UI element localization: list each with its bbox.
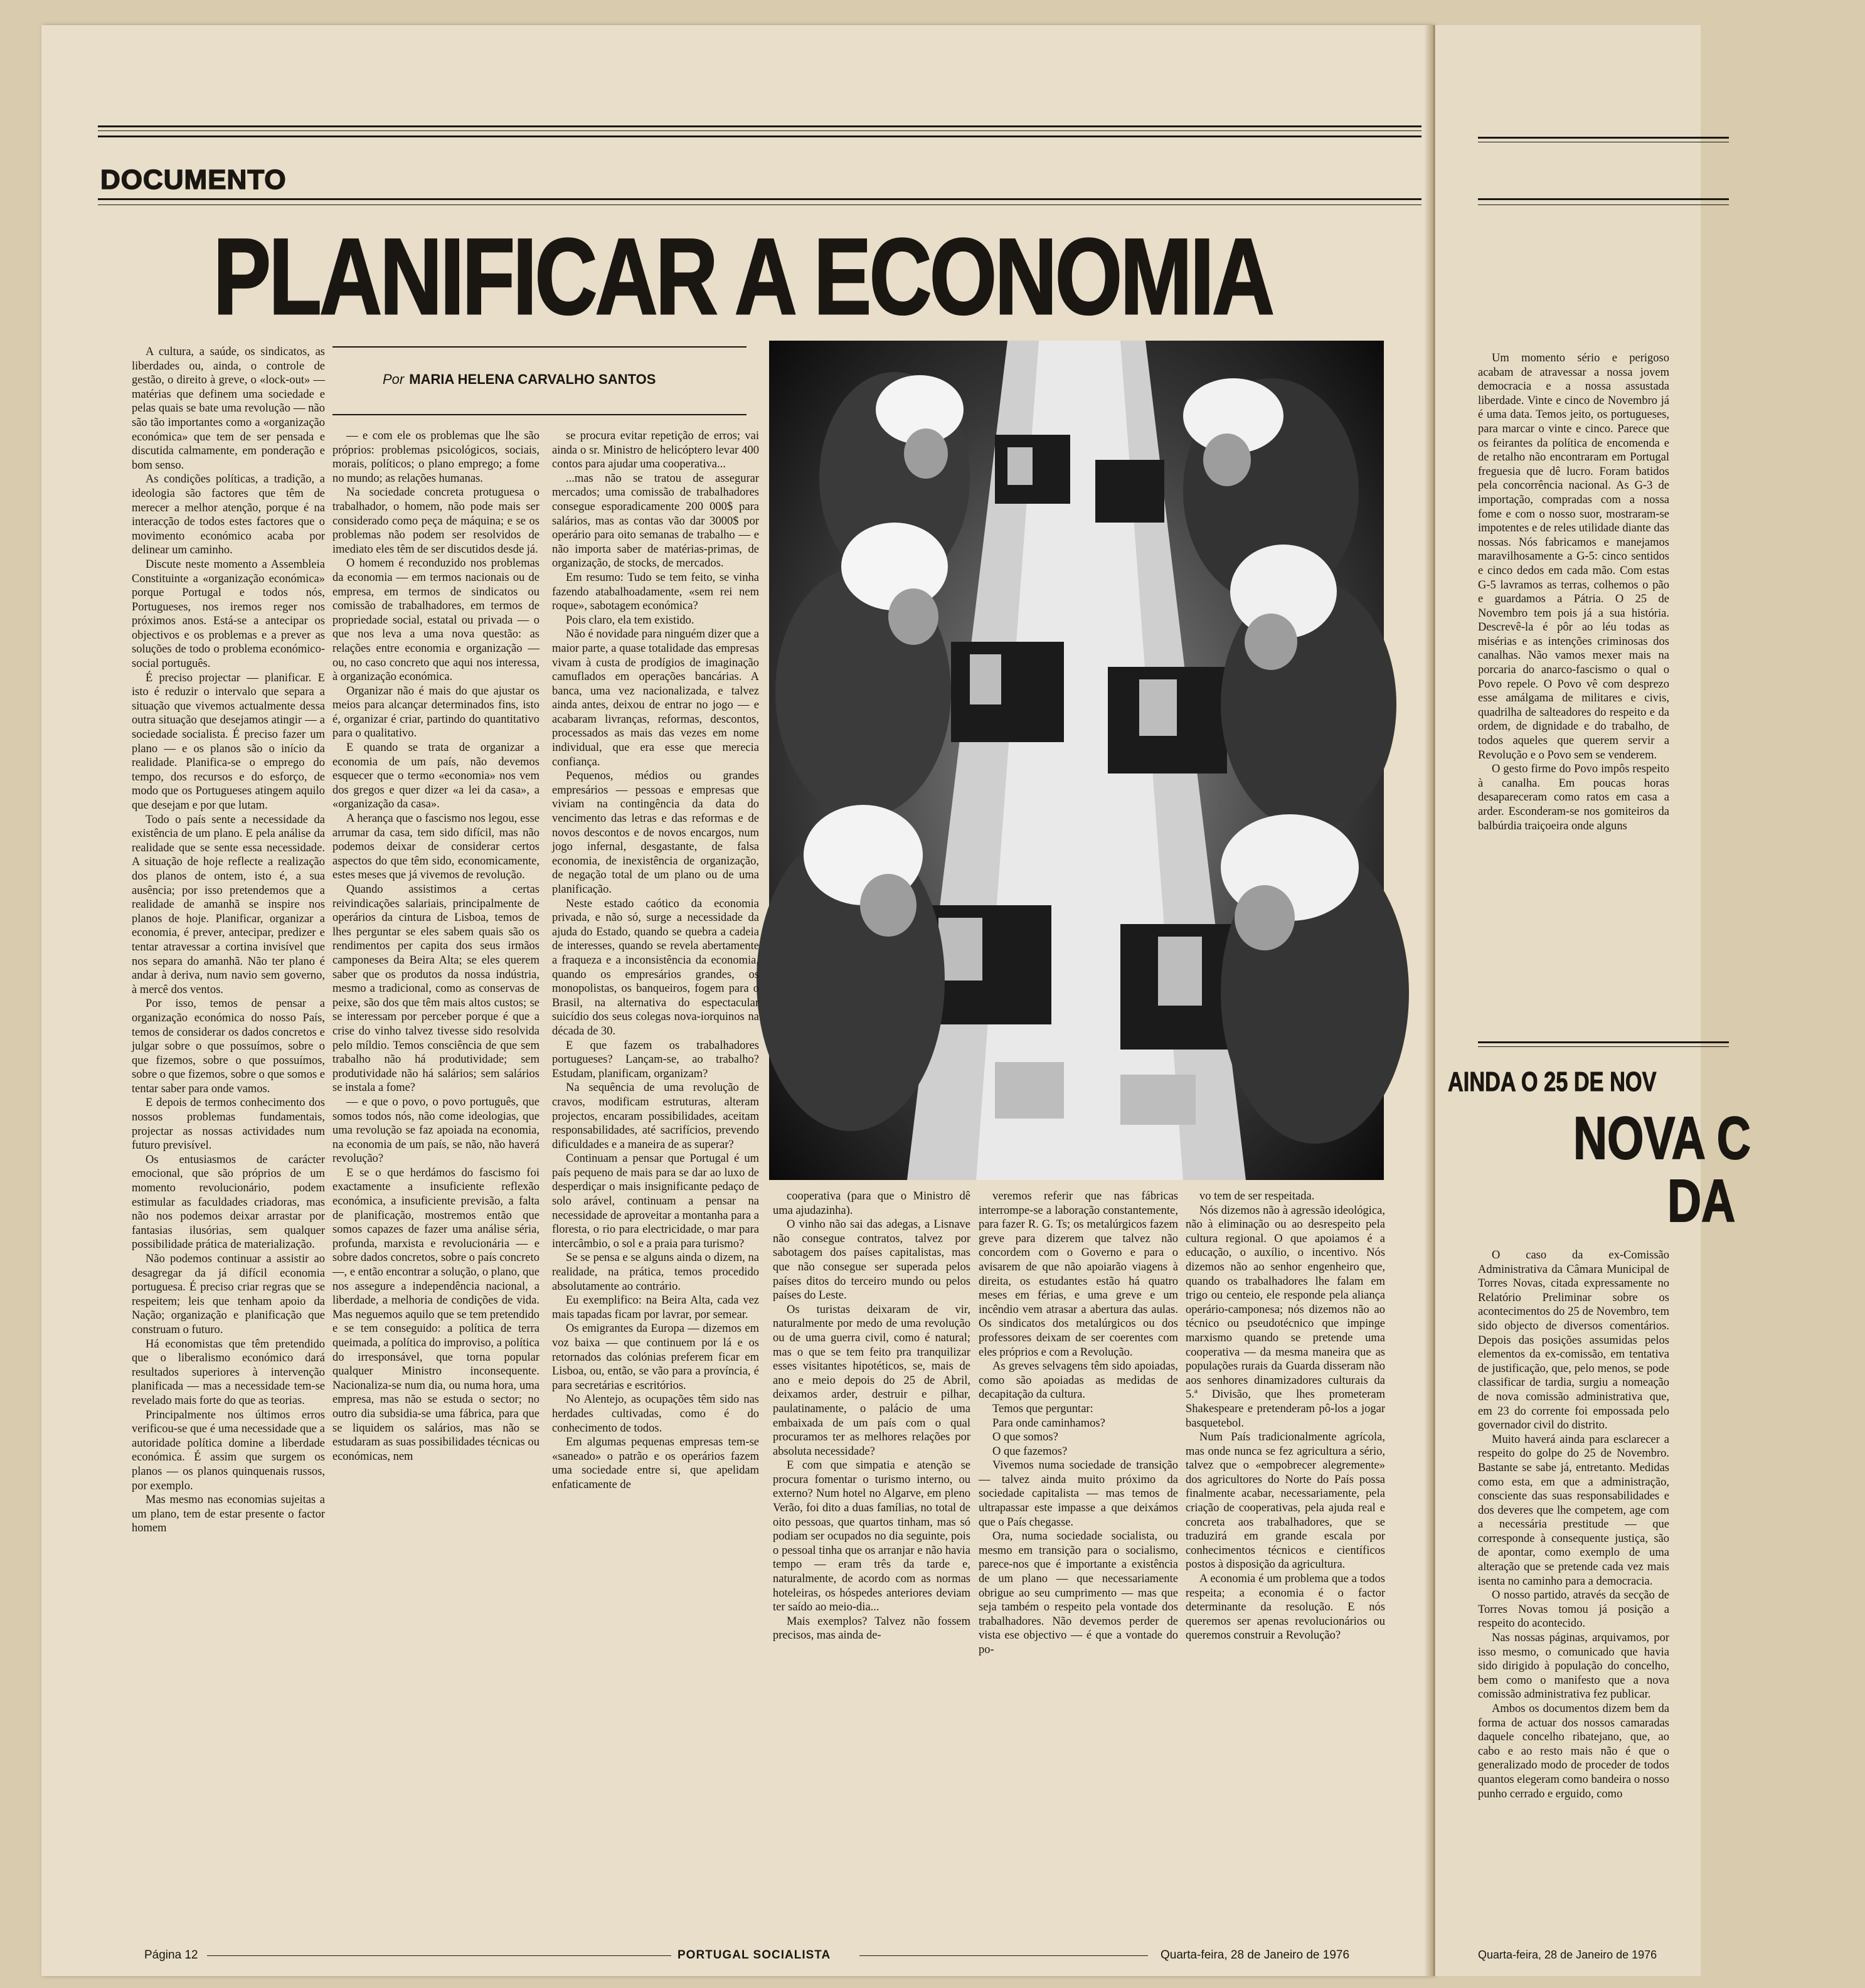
next-col2-para-4: Nas nossas páginas, arquivamos, por isso mesmo, o comunicado que havia sido dirigido à população do concelho, bem como o manifesto que a nova comissão administrativa fez publicar. <box>1478 1632 1669 1701</box>
article-col2-para-7: Quando assistimos a certas reivindicações salariais, principalmente de operários da cintura de Lisboa, temos de lhes perguntar se eles sabem quais são os rendimentos per capita dos seus irmãos camponeses da Beira Alta; se eles querem saber que os produtos da nossa indústria, mesmo a tradicional, como as conservas de peixe, são dos que têm mais altos custos; se se interessam por perceber porque é que a crise do vinho talvez tivesse sido resolvida pelo míldio. Temos consciência de que sem trabalho não há produtividade; sem produtividade não há salários; sem salários se instala a fome? <box>332 883 539 1095</box>
article-col4-para-4: E com que simpatia e atenção se procura fomentar o turismo interno, ou externo? Num hotel no Algarve, em pleno Verão, foi dito a duas famílias, no total de oito pessoas, que quartos tinham, mas só podiam ser ocupados no dia seguinte, pois o pessoal tinha que os arranjar e não havia tempo — eram três da tarde e, naturalmente, de acordo com as normas hoteleiras, os hóspedes anteriores deviam ter saído ao meio-dia... <box>773 1459 970 1614</box>
article-col6-para-2: Nós dizemos não à agressão ideológica, não à eliminação ou ao desrespeito pela cultura regional. O que apoiamos é a educação, o auxílio, o incentivo. Nós dizemos não ao senhor engenheiro que, quando os trabalhadores lhe falam em trigo ou centeio, ele responde pela aliança operário-camponesa; nós dizemos não ao técnico ou pseudotécnico que impinge marxismo quando se pretende uma cooperativa — da mesma maneira que as populações rurais da Guarda disseram não aos senhores dinamizadores culturais da 5.ª Divisão, que lhes prometeram Shakespeare e pretenderam pô-los a jogar basquetebol. <box>1186 1204 1385 1430</box>
article-col2-para-6: A herança que o fascismo nos legou, esse arrumar da casa, tem sido difícil, mas não podemos deixar de considerar certos aspectos do que têm sido, economicamente, estes meses que já vivemos de revolução. <box>332 812 539 882</box>
article-column-4 <box>773 1189 970 1932</box>
next-mid-rule-2 <box>1478 1046 1729 1047</box>
article-col1-para-3: Discute neste momento a Assembleia Constituinte a «organização económica» porque Portugal e todos nós, Portugueses, nos iremos reger nos próximos anos. Está-se a antecipar os objectivos e os problemas e a prever as soluções de todo o problema económico-social português. <box>132 558 325 671</box>
next-page-column-1 <box>1478 351 1669 1035</box>
article-col6-para-3: Num País tradicionalmente agrícola, mas onde nunca se fez agricultura a sério, talvez que o «empobrecer alegremente» dos agricultores do Norte do País possa finalmente acabar, necessariamente, pela criação de cooperativas, pela ajuda real e concreta aos trabalhadores, que se traduzirá em grande escala por conhecimentos técnicos e científicos postos à disposição da agricultura. <box>1186 1431 1385 1571</box>
article-col1-para-1: A cultura, a saúde, os sindicatos, as liberdades ou, ainda, o controle de gestão, o direito à greve, o «lock-out» — matérias que definem uma sociedade e pelas quais se bate uma revolução — não são tão importantes como a «organização económica» que tem de ser pensada e discutida calmamente, em ponderação e bom senso. <box>132 346 325 472</box>
next-page-kicker: AINDA O 25 DE NOV <box>1448 1066 1657 1097</box>
byline <box>383 371 656 388</box>
footer-date: Quarta-feira, 28 de Janeiro de 1976 <box>1161 1948 1350 1962</box>
article-col3-para-7: Neste estado caótico da economia privada, e não só, surge a necessidade da ajuda do Estado, quando se quebra a cadeia de interesses, quando se revela abertamente a fraqueza e a inconsistência da economia, quando os empresários grandes, os monopolistas, os banqueiros, fogem para o Brasil, na alternativa do espectacular suicídio dos seus colegas nova-iorquinos na década de 30. <box>552 897 759 1038</box>
article-col1-para-11: Principalmente nos últimos erros verificou-se que é uma necessidade que a autoridade política domine a liberdade económica. É assim que surgem os planos — os planos quinquenais russos, por exemplo. <box>132 1408 325 1492</box>
next-page-headline-2: DA <box>1667 1167 1736 1235</box>
next-page-column-2 <box>1478 1248 1669 1954</box>
article-col1-para-6: Por isso, temos de pensar a organização económica do nosso País, temos de considerar os dados concretos e julgar sobre o que possuímos, sobre o que fizemos, sobre o que possuímos, sobre o que fizemos, sobre o que somos e tentar saber para onde vamos. <box>132 997 325 1095</box>
top-rule-1 <box>98 125 1421 127</box>
article-col3-para-14: No Alentejo, as ocupações têm sido nas herdades cultivadas, como é do conhecimento de todos. <box>552 1393 759 1435</box>
byline-prefix: Por <box>383 371 405 387</box>
section-label: DOCUMENTO <box>100 164 287 195</box>
article-col4-para-5: Mais exemplos? Talvez não fossem precisos, mas ainda de- <box>773 1615 970 1642</box>
article-col3-para-3: Em resumo: Tudo se tem feito, se vinha fazendo atabalhoadamente, «sem rei nem roque», sabotagem económica? <box>552 571 759 613</box>
article-photo <box>769 341 1384 1180</box>
article-col5-para-3: Temos que perguntar: <box>992 1402 1093 1415</box>
article-col6-para-1: vo tem de ser respeitada. <box>1199 1190 1315 1203</box>
article-col3-para-13: Os emigrantes da Europa — dizemos em voz baixa — que continuem por lá e os retornados das colónias preferem ficar em Lisboa, ou, então, se vão para a província, é para secretárias e escritórios. <box>552 1322 759 1392</box>
article-col2-para-8: — e que o povo, o povo português, que somos todos nós, não come ideologias, que uma revolução se faz apoiada na economia, na economia de um país, se não, não haverá revolução? <box>332 1095 539 1166</box>
article-column-2 <box>332 429 539 1932</box>
article-col1-para-10: Há economistas que têm pretendido que o liberalismo económico dará resultados superiores à intervenção planificada — mas a necessidade tem-se revelado mais forte do que as teorias. <box>132 1337 325 1407</box>
article-col1-para-8: Os entusiasmos de carácter emocional, que são próprios de um momento revolucionário, podem estimular as faculdades criadoras, mas não nos podemos deixar arrastar por fantasias ilusórias, sem qualquer possibilidade prática de materialização. <box>132 1153 325 1252</box>
article-col3-para-6: Pequenos, médios ou grandes empresários — pessoas e empresas que viviam na contingência da data do vencimento das letras e das reformas e de novos descontos e de novos encargos, num jogo infernal, desgastante, de falsa economia, de inexistência de organização, de negação total de um plano ou de uma planificação. <box>552 770 759 896</box>
section-rule-1 <box>98 198 1421 200</box>
article-col2-para-9: E se o que herdámos do fascismo foi exactamente a insuficiente reflexão económica, a insuficiente previsão, a falta de planificação, mostremos então que somos capazes de fazer uma análise séria, profunda, marxista e revolucionária — e sobre dados concretos, sobre o país concreto —, e então encontrar a solução, o plano, que nos assegure a independência nacional, a liberdade, a melhoria de condições de vida. Mas neguemos aquilo que se tem pretendido e se tem conseguido: a política de terra queimada, a política do improviso, a política do irresponsável, que torna popular qualquer Ministro inconsequente. Nacionaliza-se num dia, ou numa hora, uma empresa, mas não se estuda o sector; no outro dia subsidia-se uma fábrica, para que se liquidem os salários, mas não se estudaram as suas possibilidades técnicas ou económicas, nem <box>332 1166 539 1463</box>
article-col2-para-4: Organizar não é mais do que ajustar os meios para alcançar determinados fins, isto é, organizar é criar, partindo do quantitativo para o qualitativo. <box>332 684 539 740</box>
article-col5-para-5: O que somos? <box>992 1431 1058 1444</box>
workers-photo-illustration <box>769 341 1384 1180</box>
footer-rule-right <box>859 1955 1148 1956</box>
article-col1-para-2: As condições políticas, a tradição, a ideologia são factores que têm de merecer a melhor atenção, porque é na interacção de todos estes factores que o movimento económico acaba por delinear um caminho. <box>132 473 325 557</box>
next-top-rule-1 <box>1478 137 1729 139</box>
article-col3-para-5: Não é novidade para ninguém dizer que a maior parte, a quase totalidade das empresas vivam à custa de prodígios de imaginação camuflados em operações bancárias. A banca, uma vez nacionalizada, e talvez ainda antes, deixou de entrar no jogo — e acabaram livranças, reformas, descontos, processados as mais das vezes em nome individual, que era esse que merecia confiança. <box>552 628 759 768</box>
next-col1-para-2: O gesto firme do Povo impôs respeito à canalha. Em poucas horas desapareceram como ratos em casa a arder. Esconderam-se nos gomiteiros da balbúrdia traiçoeira onde alguns <box>1478 763 1669 832</box>
article-col1-para-12: Mas mesmo nas economias sujeitas a um plano, tem de estar presente o factor homem <box>132 1494 325 1535</box>
article-col3-para-12: Eu exemplifico: na Beira Alta, cada vez mais tapadas ficam por lavrar, por semear. <box>552 1294 759 1321</box>
next-mid-rule-1 <box>1478 1041 1729 1043</box>
article-column-5 <box>979 1189 1178 1932</box>
article-col2-para-5: E quando se trata de organizar a economia de um país, não devemos esquecer que o termo «economia» nos vem dos gregos e quer dizer «a lei da casa», a «organização da casa». <box>332 742 539 811</box>
article-col1-para-9: Não podemos continuar a assistir ao desagregar da já difícil economia portuguesa. É preciso criar regras que se respeitem; leis que tenham apoio da Nação; organização e planificação que construam o futuro. <box>132 1253 325 1336</box>
article-col5-para-8: Ora, numa sociedade socialista, ou mesmo em transição para o socialismo, parece-nos que é importante a existência de um plano — que necessariamente obrigue ao seu cumprimento — mas que seja também o respeito pela vontade dos trabalhadores. Não devemos perder de vista ese objectivo — é que a vontade do po- <box>979 1530 1178 1656</box>
article-column-3 <box>552 429 759 1932</box>
article-column-6 <box>1186 1189 1385 1932</box>
next-col2-para-2: Muito haverá ainda para esclarecer a respeito do golpe do 25 de Novembro. Bastante se sabe já, entretanto. Medidas como esta, em que a administração, consciente das suas responsabilidades e dos deveres que lhe competem, age com a necessária prestitude — que corresponde à consequente justiça, são de apontar, como exemplo de uma alteração que se pretende cada vez mais isenta no caminho para a democracia. <box>1478 1433 1669 1588</box>
next-page-column-1b <box>1677 351 1865 1035</box>
article-col5-para-6: O que fazemos? <box>992 1445 1068 1458</box>
article-col2-para-3: O homem é reconduzido nos problemas da economia — em termos nacionais ou de empresa, em termos de sindicatos ou comissão de trabalhadores, em termos de propriedade social, estatal ou privada — o que nos leva a uma nova questão: as relações entre economia e organização — ou, no caso concreto que aqui nos interessa, à organização económica. <box>332 557 539 684</box>
article-col5-para-4: Para onde caminhamos? <box>992 1417 1105 1430</box>
footer-paper-name: PORTUGAL SOCIALISTA <box>677 1948 831 1962</box>
footer-rule-left <box>207 1955 671 1956</box>
next-page-headline-1: NOVA C <box>1573 1105 1751 1172</box>
article-col5-para-2: As greves selvagens têm sido apoiadas, como são apoiadas as medidas de decapitação da cultura. <box>979 1360 1178 1401</box>
article-col5-para-1: veremos referir que nas fábricas interrompe-se a laboração constantemente, para fazer R. G. Ts; os metalúrgicos fazem greve para dizerem que talvez não concordem com o Governo e para o avisarem de que não apoiarão viagens à direita, os estudantes estão há quatro meses em férias, e uma greve e um incêndio vem atrasar a abertura das aulas. Os sindicatos dos metalúrgicos ou dos professores deixam de ser coerentes com eles próprios e com a Revolução. <box>979 1190 1178 1359</box>
article-col3-para-15: Em algumas pequenas empresas tem-se «saneado» o patrão e os operários fazem uma sociedade entre si, que apelidam enfaticamente de <box>552 1436 759 1491</box>
top-rule-2 <box>98 130 1421 131</box>
article-col3-para-4: Pois claro, ela tem existido. <box>566 614 694 627</box>
article-column-1 <box>132 345 325 1932</box>
next-col2-para-5: Ambos os documentos dizem bem da forma de actuar dos nossos camaradas daquele concelho ribatejano, que, ao cabo e ao resto mais não é que o generalizado modo de proceder de todos quantos elegeram como bandeira o nosso punho cerrado e erguido, como <box>1478 1703 1669 1800</box>
article-col5-para-7: Vivemos numa sociedade de transição — talvez ainda muito próximo da sociedade capitalista — mas temos de ultrapassar este impasse a que deixámos que o País chegasse. <box>979 1459 1178 1529</box>
article-col3-para-1: se procura evitar repetição de erros; vai ainda o sr. Ministro de helicóptero levar 400 contos para ajudar uma cooperativa... <box>552 430 759 471</box>
next-top-rule-3 <box>1478 198 1729 200</box>
article-col2-para-2: Na sociedade concreta protuguesa o trabalhador, o homem, não pode mais ser considerado como peça de máquina; e se os problemas não podem ser resolvidos de imediato eles têm de ser discutidos desde já. <box>332 486 539 556</box>
byline-rule-bottom <box>332 414 747 415</box>
article-col3-para-2: ...mas não se tratou de assegurar mercados; uma comissão de trabalhadores consegue esporadicamente 200 000$ para salários, mas as contas vão dar 3000$ por operário para oito semanas de trabalho — e não importa saber de matérias-primas, de organização, de stocks, de mercados. <box>552 472 759 570</box>
next-col1-para-1: Um momento sério e perigoso acabam de atravessar a nossa jovem democracia e a nossa assustada liberdade. Vinte e cinco de Novembro já é uma data. Temos jeito, os portugueses, para marcar o vinte e cinco. Parece que os feirantes da política de encomenda e de retalho não encontraram em Portugal freguesia que dê lucro. Foram batidos pela concorrência nacional. As G-3 de importação, compradas com a nossa fome e com o nosso suor, mostraram-se impotentes e de reles utilidade diante das nossas. Nós fabricamos e manejamos maravilhosamente a G-5: cinco sentidos e cinco dedos em cada mão. Com estas G-5 lavramos as terras, colhemos o pão e guardamos a Pátria. O 25 de Novembro tem pois já a sua história. Descrevê-la é pôr ao léu todas as misérias e as intenções criminosas dos canalhas. Não vamos mexer mais na porcaria do anarco-fascismo o qual o Povo repele. O Povo vê com desprezo esse amálgama de militares e civis, quadrilha de salteadores do respeito e da ordem, de dignidade e do trabalho, de todos aqueles que querem servir a Revolução e o Povo sem se venderem. <box>1478 352 1669 762</box>
next-col2-para-3: O nosso partido, através da secção de Torres Novas tomou já posição a respeito do acontecido. <box>1478 1589 1669 1630</box>
byline-rule-top <box>332 346 747 348</box>
top-rule-3 <box>98 136 1421 137</box>
newspaper-next-page <box>1435 25 1751 1976</box>
next-col2-para-1: O caso da ex-Comissão Administrativa da Câmara Municipal de Torres Novas, citada expressamente no Relatório Preliminar sobre os acontecimentos do 25 de Novembro, tem sido objecto de diversos comentários. Depois das posições assumidas pelos elementos da ex-comissão, em tentativa de justificação, que, pelo menos, se pode classificar de tardia, surgiu a nomeação de nova comissão administrativa que, em 23 do corrente foi empossada pelo governador civil do distrito. <box>1478 1249 1669 1432</box>
article-col1-para-7: E depois de termos conhecimento dos nossos problemas fundamentais, projectar as nossas actividades num futuro previsível. <box>132 1097 325 1152</box>
footer-page-number: Página 12 <box>144 1948 198 1962</box>
article-col3-para-11: Se se pensa e se alguns ainda o dizem, na realidade, na prática, temos procedido absolutamente ao contrário. <box>552 1252 759 1293</box>
article-col3-para-9: Na sequência de uma revolução de cravos, modificam estruturas, alteram projectos, encaram possibilidades, aceitam responsabilidades, até sacrifícios, prevendo dificuldades e a maneira de as superar? <box>552 1082 759 1151</box>
article-col1-para-5: Todo o país sente a necessidade da existência de um plano. E pela análise da realidade que se sente essa necessidade. A situação de hoje reflecte a realização dos planos de ontem, isto é, a sua ausência; por isso pretendemos que a realidade de amanhã se inspire nos planos de hoje. Planificar, organizar a economia, é prever, antecipar, predizer e tentar atravessar a cortina invisível que nos separa do amanhã. Não ter plano é andar à deriva, num navio sem governo, à mercê dos ventos. <box>132 813 325 996</box>
article-col3-para-8: E que fazem os trabalhadores portugueses? Lançam-se, ao trabalho? Estudam, planificam, organizam? <box>552 1039 759 1080</box>
article-col4-para-3: Os turistas deixaram de vir, naturalmente por medo de uma revolução ou de uma guerra civil, como é natural; mas o que se tem feito pra tranquilizar esses visitantes hipotéticos, se, mais de ano e meio depois do 25 de Abril, deixamos arder, destruir e pilhar, paulatinamente, o palácio de uma embaixada de um país com o qual procuramos ter as melhores relações por absoluta necessidade? <box>773 1303 970 1458</box>
headline: PLANIFICAR A ECONOMIA <box>213 216 1273 337</box>
next-page-footer-date: Quarta-feira, 28 de Janeiro de 1976 <box>1478 1948 1657 1961</box>
article-col4-para-1: cooperativa (para que o Ministro dê uma ajudazinha). <box>773 1190 970 1217</box>
article-col6-para-4: A economia é um problema que a todos respeita; a economia é o factor determinante da resolução. E nós queremos ser apenas revolucionários ou queremos construir a Revolução? <box>1186 1573 1385 1642</box>
byline-name: MARIA HELENA CARVALHO SANTOS <box>409 371 656 387</box>
article-col1-para-4: É preciso projectar — planificar. E isto é reduzir o intervalo que separa a situação que vivemos actualmente dessa outra situação que desejamos atingir — a sociedade socialista. É preciso fazer um plano — e os planos são o início da realidade. Planifica-se o emprego do tempo, dos recursos e do esforço, de modo que os Portugueses atingem aquilo que desejam e por que lutam. <box>132 671 325 812</box>
article-col4-para-2: O vinho não sai das adegas, a Lisnave não consegue contratos, talvez por sabotagem dos países capitalistas, mas que não consegue ser superada pelos países ditos do terceiro mundo ou pelos países do Leste. <box>773 1218 970 1302</box>
article-col2-para-1: — e com ele os problemas que lhe são próprios: problemas psicológicos, sociais, morais, políticos; o plano emprego; a fome no mundo; as relações humanas. <box>332 430 539 485</box>
article-col3-para-10: Continuam a pensar que Portugal é um país pequeno de mais para se dar ao luxo de desperdiçar o mais insignificante pedaço de solo arável, continuam a pensar na necessidade de aproveitar a montanha para a floresta, o rio para electricidade, o mar para intercâmbio, o sol e a praia para turismo? <box>552 1152 759 1250</box>
